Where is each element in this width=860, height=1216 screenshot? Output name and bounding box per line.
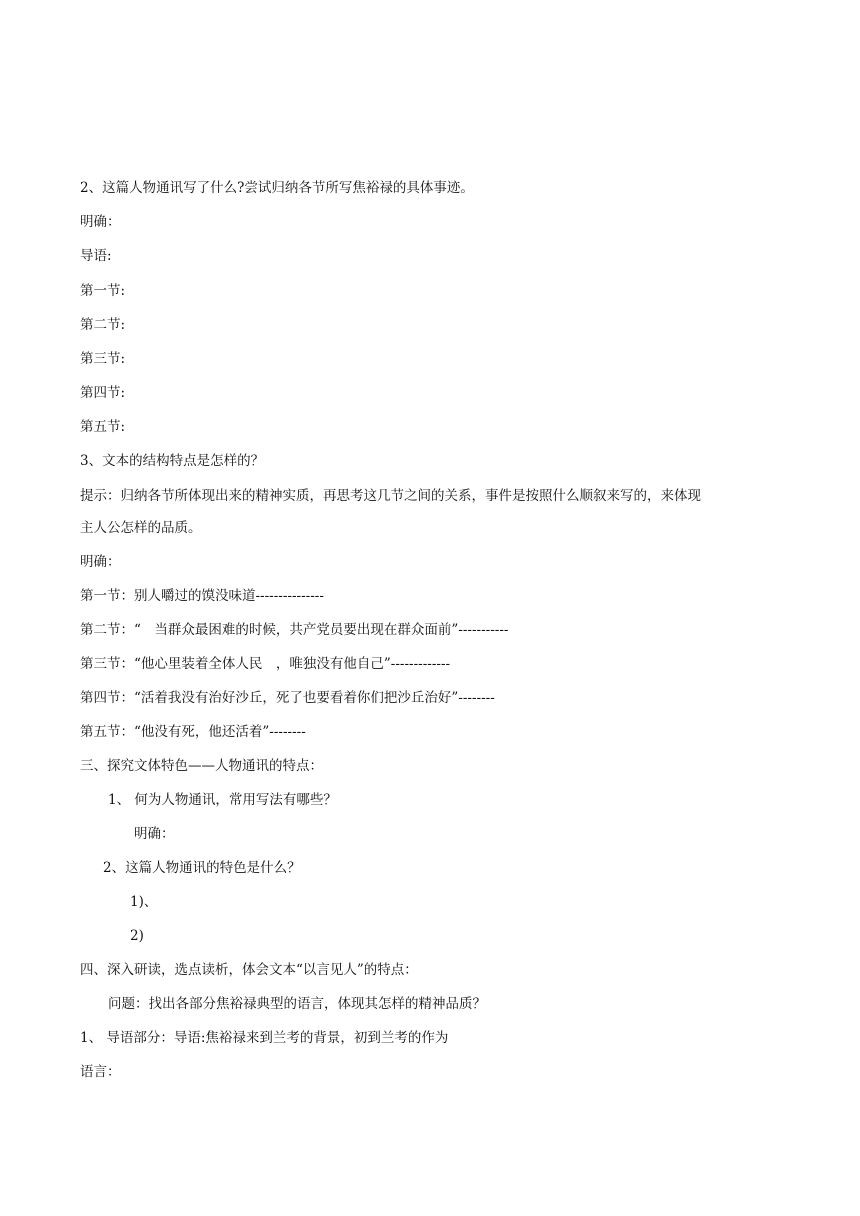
q3-answer-label: 明确： (80, 554, 121, 570)
part3-question-1-answer: 明确： (134, 826, 175, 842)
q3-section-1: 第一节：别人嚼过的馍没味道--------------- (80, 588, 324, 604)
part3-question-1: 1、 何为人物通讯，常用写法有哪些？ (108, 792, 337, 808)
part4-question: 问题：找出各部分焦裕禄典型的语言，体现其怎样的精神品质？ (108, 996, 486, 1012)
part3-title: 三、探究文体特色——人物通讯的特点： (80, 758, 323, 774)
q3-section-5: 第五节：“他没有死，他还活着”-------- (80, 724, 306, 740)
q2-title: 2、这篇人物通讯写了什么?尝试归纳各节所写焦裕禄的具体事迹。 (80, 180, 474, 196)
q3-section-3: 第三节：“他心里装着全体人民 ，唯独没有他自己”------------- (80, 656, 451, 672)
q3-section-2: 第二节：“ 当群众最困难的时候，共产党员要出现在群众面前”----------- (80, 622, 509, 638)
part4-title: 四、深入研读，选点读析，体会文本“以言见人”的特点： (80, 962, 418, 978)
q2-section-5: 第五节: (80, 419, 126, 435)
q3-hint-line-2: 主人公怎样的品质。 (80, 520, 202, 536)
q2-section-4: 第四节: (80, 385, 126, 401)
q2-intro: 导语: (80, 248, 112, 264)
part3-item-2: 2) (130, 928, 144, 944)
part4-item-1-label: 语言： (80, 1064, 121, 1080)
part3-question-2: 2、这篇人物通讯的特色是什么？ (103, 860, 301, 876)
part4-item-1: 1、 导语部分：导语:焦裕禄来到兰考的背景，初到兰考的作为 (80, 1030, 449, 1046)
q3-title: 3、文本的结构特点是怎样的？ (80, 453, 265, 469)
q3-hint-line-1: 提示：归纳各节所体现出来的精神实质，再思考这几节之间的关系，事件是按照什么顺叙来写的，来体现 (80, 488, 701, 504)
q3-section-4: 第四节：“活着我没有治好沙丘，死了也要看着你们把沙丘治好”-------- (80, 690, 495, 706)
q2-section-2: 第二节: (80, 317, 126, 333)
q2-answer-label: 明确： (80, 214, 121, 230)
q2-section-3: 第三节: (80, 351, 126, 367)
q2-section-1: 第一节: (80, 283, 126, 299)
part3-item-1: 1)、 (130, 894, 158, 910)
